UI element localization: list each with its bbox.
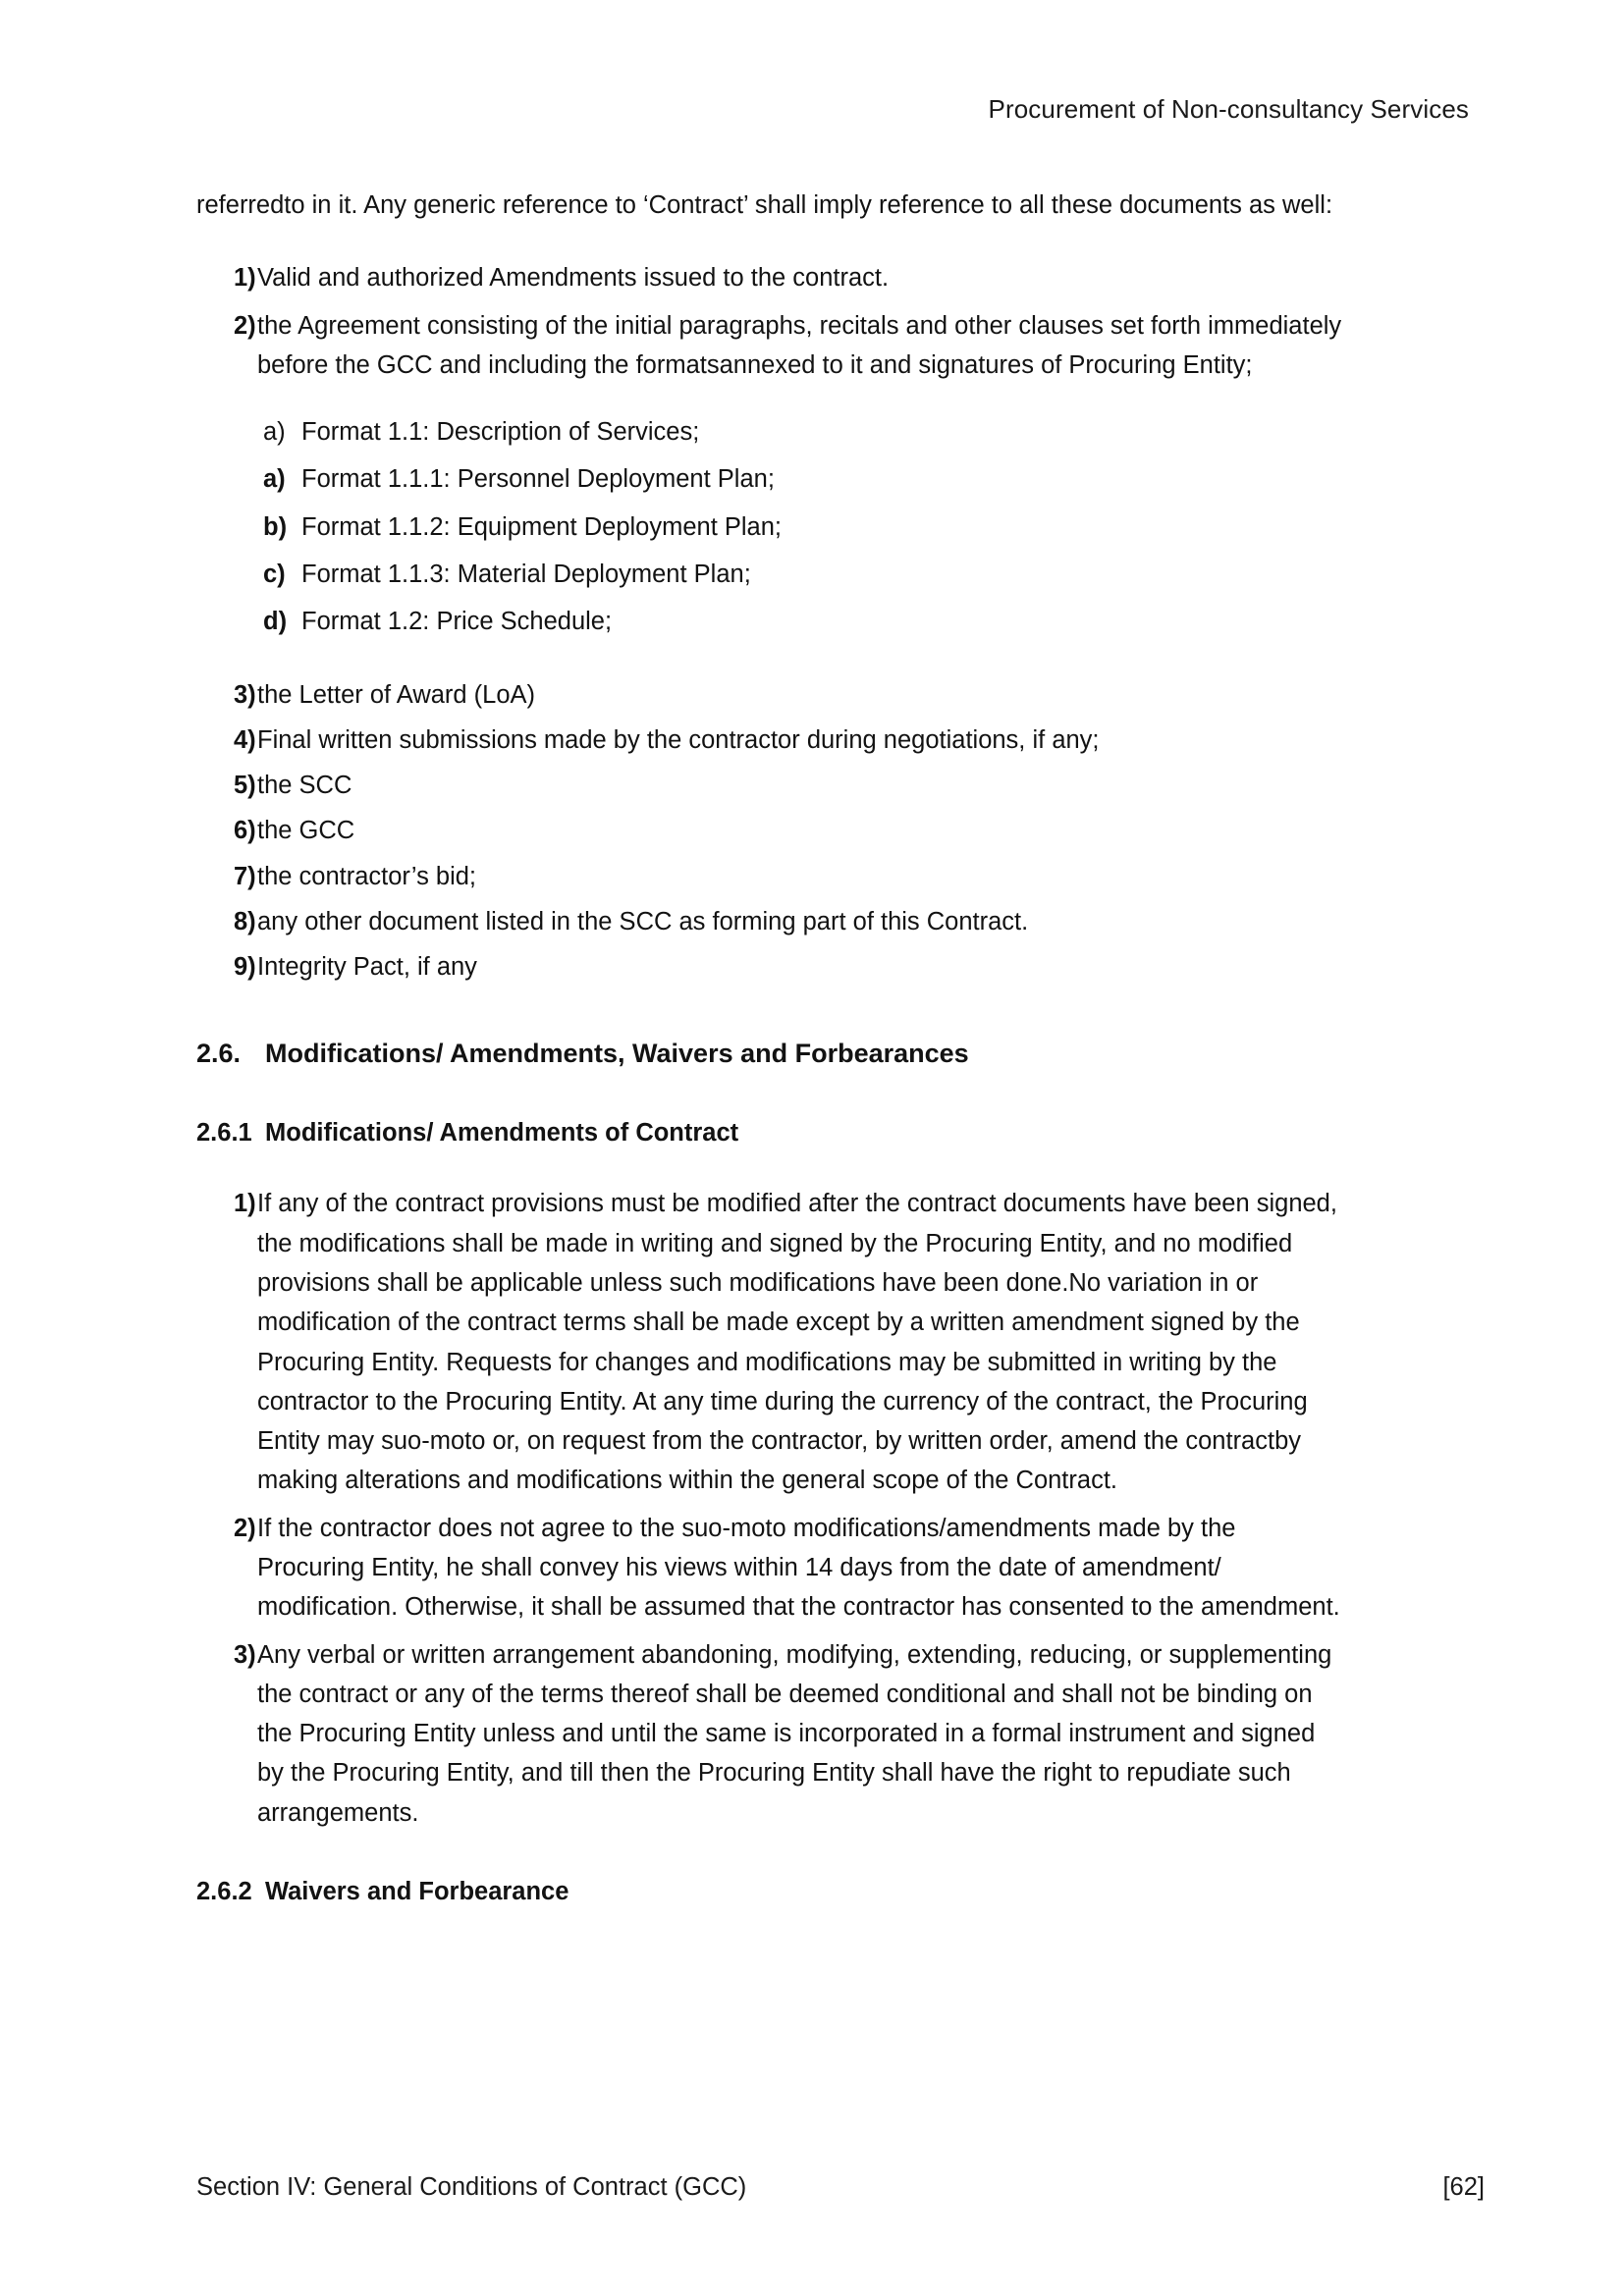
subsection-title: Modifications/ Amendments of Contract [265,1119,739,1148]
list-text: Format 1.1.3: Material Deployment Plan; [301,560,751,588]
list-item [196,258,1506,297]
subsection-title: Waivers and Forbearance [265,1877,569,1905]
list-item [196,811,1506,850]
page-footer [196,2173,1506,2202]
list-text: the SCC [257,772,352,800]
contract-documents-list-part2 [196,675,1506,988]
list-text: the contractor’s bid; [257,862,477,890]
footer-section-label: Section IV: General Conditions of Contract (GCC) [196,2173,747,2201]
list-text: Any verbal or written arrangement abandoning, modifying, extending, reducing, or supplementing the contract or any of the terms thereof shall be deemed conditional and shall not be binding on the Procuring Entity unless and until the same is incorporated in a formal instrument and signed by the Procuring Entity, and till then the Procuring Entity shall have the right to repudiate such arrangements. [257,1640,1332,1827]
list-marker: d) [263,608,288,636]
list-item [196,306,1506,386]
formats-sublist [196,412,1506,641]
section-number: 2.6. [196,1038,242,1068]
list-text: Final written submissions made by the contractor during negotiations, if any; [257,725,1100,754]
list-item [196,1635,1506,1833]
list-item [196,1184,1506,1500]
subsection-heading-2-6-1 [196,1113,1506,1152]
list-marker: 5) [234,772,256,800]
list-item [196,947,1506,987]
list-item [196,602,1506,641]
list-marker: 3) [234,1640,256,1669]
intro-paragraph: referredto in it. Any generic reference to ‘Contract’ shall imply reference to all these documents as well: [196,191,1333,219]
list-item [196,675,1506,715]
list-item [196,507,1506,547]
list-text: If any of the contract provisions must be modified after the contract documents have been signed, the modifications shall be made in writing and signed by the Procuring Entity, and no modified provisions shall be applicable unless such modifications have been done.No variation in or modification of the contract terms shall be made except by a written amendment signed by the Procuring Entity. Requests for changes and modifications may be submitted in writing by the contractor to the Procuring Entity. At any time during the currency of the contract, the Procuring Entity may suo-moto or, on request from the contractor, by written order, amend the contractby making alterations and modifications within the general scope of the Contract. [257,1190,1337,1495]
list-text: Format 1.1.2: Equipment Deployment Plan; [301,512,782,541]
list-item [196,412,1506,452]
footer-page-number: [62] [1442,2173,1485,2201]
list-item [196,459,1506,499]
list-item [196,766,1506,805]
list-item [196,857,1506,896]
list-text: the Letter of Award (LoA) [257,680,536,709]
list-marker: 7) [234,862,256,890]
subsection-heading-2-6-2 [196,1872,1506,1911]
section-title: Modifications/ Amendments, Waivers and Forbearances [265,1038,969,1068]
list-marker: 1) [234,264,256,293]
list-item [196,902,1506,941]
page-content [196,186,1506,1911]
list-marker: 1) [234,1190,256,1218]
list-marker: 9) [234,953,256,982]
subsection-number: 2.6.2 [196,1877,252,1905]
list-text: Format 1.1: Description of Services; [301,418,700,447]
list-marker: 4) [234,725,256,754]
list-marker: c) [263,560,286,588]
contract-documents-list-part1 [196,258,1506,385]
modifications-list [196,1184,1506,1833]
list-item [196,1509,1506,1628]
list-marker: 2) [234,311,256,340]
list-marker: a) [263,418,286,447]
list-marker: 6) [234,817,256,845]
list-marker: 8) [234,907,256,935]
list-item [196,555,1506,594]
list-text: Format 1.2: Price Schedule; [301,608,613,636]
list-text: the GCC [257,817,355,845]
list-marker: 2) [234,1514,256,1542]
list-text: Integrity Pact, if any [257,953,477,982]
list-item [196,721,1506,760]
list-marker: a) [263,465,286,494]
subsection-number: 2.6.1 [196,1119,252,1148]
list-text: Valid and authorized Amendments issued to the contract. [257,264,890,293]
section-heading-2-6 [196,1033,1506,1075]
list-text: the Agreement consisting of the initial paragraphs, recitals and other clauses set forth immediately before the GCC and including the formatsannexed to it and signatures of Procuring Entity; [257,311,1342,379]
list-marker: b) [263,512,288,541]
page-header: Procurement of Non-consultancy Services [988,94,1469,124]
list-marker: 3) [234,680,256,709]
list-text: any other document listed in the SCC as forming part of this Contract. [257,907,1029,935]
list-text: If the contractor does not agree to the suo-moto modifications/amendments made by the Procuring Entity, he shall convey his views within 14 days from the date of amendment/ modification. Otherwise, it shall be assumed that the contractor has consented to the amendment. [257,1514,1340,1622]
list-text: Format 1.1.1: Personnel Deployment Plan; [301,465,775,494]
